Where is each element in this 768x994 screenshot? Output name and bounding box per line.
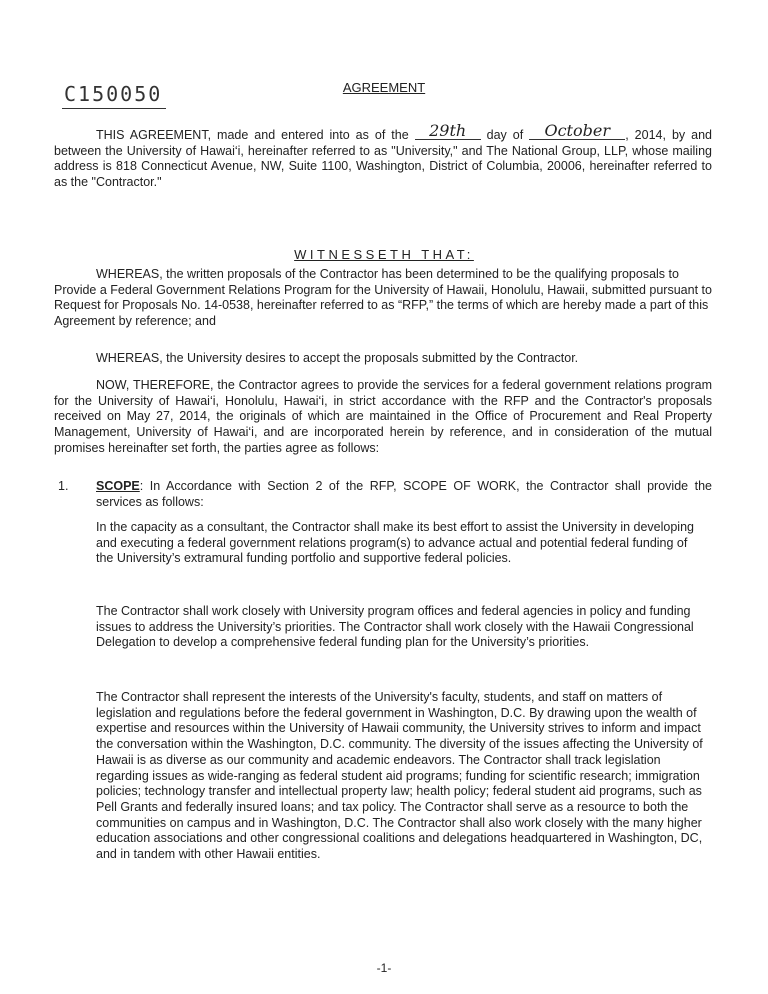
witnesseth-heading (0, 247, 768, 262)
intro-paragraph (54, 121, 713, 191)
now-therefore-paragraph: NOW, THEREFORE, the Contractor agrees to provide the services for a federal government relations program for the University of Hawai‘i, Honolulu, Hawai‘i, in strict accordance with the RFP and the Contractor's proposals received on May 27, 2014, the originals of which are maintained in the Office of Procurement and Real Property Management, University of Hawai‘i, and are incorporated herein by reference, and in consideration of the mutual promises hereinafter set forth, the parties agree as follows: (54, 378, 712, 455)
document-number-stamp: C150050 (62, 82, 166, 109)
intro-text-3: , 2014, by and between the University of Hawai‘i, hereinafter referred to as "University," and The National Group, LLP, whose mailing address is 818 Connecticut Avenue, NW, Suite 1100, Washington, District of Columbia, 20006, hereinafter referred to as the "Contractor." (54, 128, 713, 190)
intro-text-2: day of (480, 128, 530, 142)
scope-section (96, 479, 712, 510)
scope-intro-text: : In Accordance with Section 2 of the RFP, SCOPE OF WORK, the Contractor shall provide the services as follows: (96, 479, 712, 509)
witnesseth-text: WITNESSETH THAT: (294, 247, 474, 262)
agreement-title (0, 80, 768, 95)
agreement-title-text: AGREEMENT (342, 80, 426, 95)
handwritten-month: October (529, 123, 625, 140)
whereas-paragraph-2: WHEREAS, the University desires to accept the proposals submitted by the Contractor. (96, 351, 579, 365)
handwritten-day: 29th (415, 123, 481, 140)
scope-paragraph-consultant: In the capacity as a consultant, the Contractor shall make its best effort to assist the University in developing and executing a federal government relations program(s) to advance actual and potential federal funding of the University’s extramural funding portfolio and supportive federal policies. (96, 520, 694, 566)
scope-paragraph-program-offices: The Contractor shall work closely with University program offices and federal agencies in policy and funding issues to address the University’s priorities. The Contractor shall work closely with the Hawaii Congressional Delegation to develop a comprehensive federal funding plan for the University’s priorities. (96, 604, 694, 650)
scope-heading: SCOPE (96, 479, 140, 493)
section-number: 1. (58, 479, 69, 493)
intro-text-1: THIS AGREEMENT, made and entered into as of the (96, 128, 415, 142)
whereas-paragraph-1: WHEREAS, the written proposals of the Contractor has been determined to be the qualifying proposals to Provide a Federal Government Relations Program for the University of Hawaii, Honolulu, Hawaii, submitted pursuant to Request for Proposals No. 14-0538, hereinafter referred to as “RFP,” the terms of which are hereby made a part of this Agreement by reference; and (54, 267, 712, 329)
page-number: -1- (376, 961, 392, 975)
scope-paragraph-representation: The Contractor shall represent the interests of the University's faculty, students, and staff on matters of legislation and regulations before the federal government in Washington, D.C. By drawing upon the wealth of expertise and resources within the University of Hawaii community, the University strives to inform and impact the conversation within the Washington, D.C. community. The diversity of the issues affecting the University of Hawaii is as diverse as our community and academic endeavors. The Contractor shall track legislation regarding issues as wide-ranging as federal student aid programs; funding for scientific research; immigration policies; technology transfer and intellectual property law; health policy; federal student aid programs, such as Pell Grants and federally insured loans; and tax policy. The Contractor shall serve as a resource to both the communities on campus and in Washington, D.C. The Contractor shall also work closely with the many higher education associations and other congressional coalitions and delegations headquartered in Washington, DC, and in tandem with other Hawaii entities. (96, 690, 703, 862)
